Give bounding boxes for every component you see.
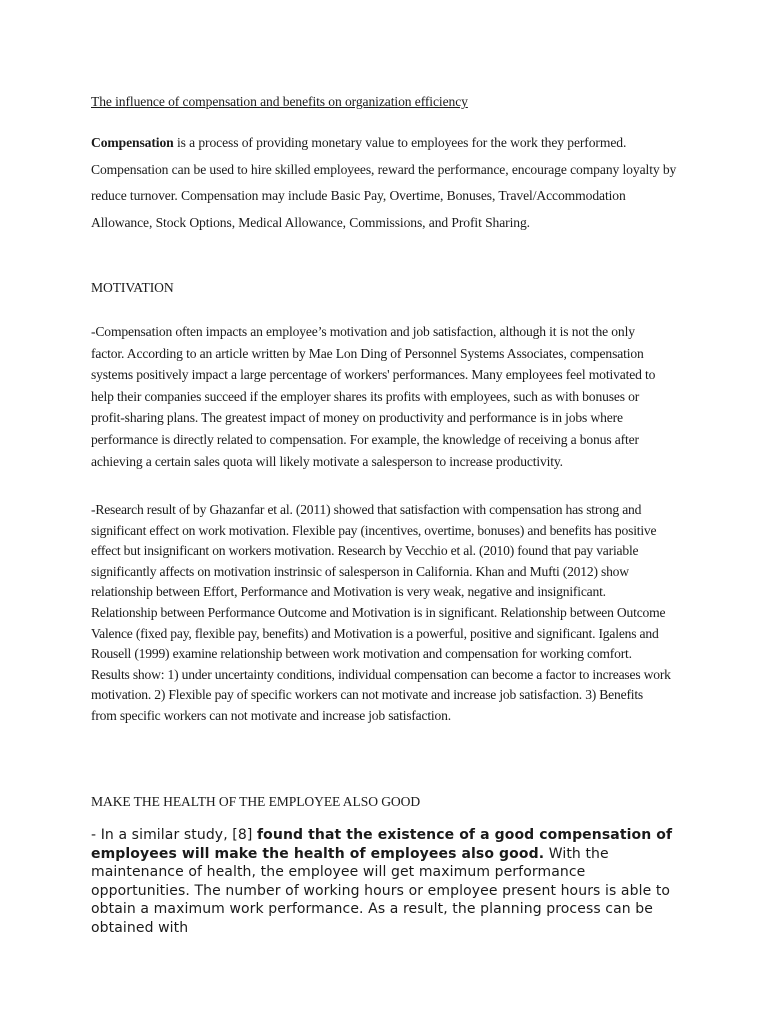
compensation-paragraph <box>91 130 681 236</box>
motivation-heading: MOTIVATION <box>91 280 174 295</box>
motivation-paragraph-1: -Compensation often impacts an employee’s motivation and job satisfaction, although it is not the only factor. According to an article written by Mae Lon Ding of Personnel Systems Associates, compensation systems positively impact a large percentage of workers' performances. Many employees feel motivated to help their companies succeed if the employer shares its profits with employees, such as with bonuses or profit-sharing plans. The greatest impact of money on productivity and performance is in jobs where performance is directly related to compensation. For example, the knowledge of receiving a bonus after achieving a certain sales quota will likely motivate a salesperson to increase productivity. <box>91 324 656 469</box>
motivation-paragraph-2: -Research result of by Ghazanfar et al. (2011) showed that satisfaction with compensation has strong and significant effect on work motivation. Flexible pay (incentives, overtime, bonuses) and benefits has positive effect but insignificant on workers motivation. Research by Vecchio et al. (2010) found that pay variable significantly affects on motivation instrinsic of salesperson in California. Khan and Mufti (2012) show relationship between Effort, Performance and Motivation is very weak, negative and insignificant. Relationship between Performance Outcome and Motivation is in significant. Relationship between Outcome Valence (fixed pay, flexible pay, benefits) and Motivation is a powerful, positive and significant. Igalens and Rousell (1999) examine relationship between work motivation and compensation for working comfort. Results show: 1) under uncertainty conditions, individual compensation can become a factor to increases work motivation. 2) Flexible pay of specific workers can not motivate and increase job satisfaction. 3) Benefits from specific workers can not motivate and increase job satisfaction. <box>91 502 671 723</box>
health-bold-statement: found that the existence of a good compensation of employees will make the health of employees also good. <box>91 827 673 862</box>
health-heading: MAKE THE HEALTH OF THE EMPLOYEE ALSO GOOD <box>91 794 421 809</box>
document-title: The influence of compensation and benefits on organization efficiency <box>91 94 468 109</box>
compensation-text: is a process of providing monetary value to employees for the work they performed. Compensation can be used to hire skilled employees, reward the performance, encourage company loyalty by reduce turnover. Compensation may include Basic Pay, Overtime, Bonuses, Travel/Accommodation Allowance, Stock Options, Medical Allowance, Commissions, and Profit Sharing. <box>91 135 677 230</box>
compensation-term: Compensation <box>91 135 174 150</box>
health-lead: - In a similar study, [8] <box>91 827 257 843</box>
health-rest: With the maintenance of health, the employee will get maximum performance opportunities. The number of working hours or employee present hours is able to obtain a maximum work performance. As a result, the planning process can be obtained with <box>91 845 671 936</box>
health-paragraph <box>91 826 681 938</box>
